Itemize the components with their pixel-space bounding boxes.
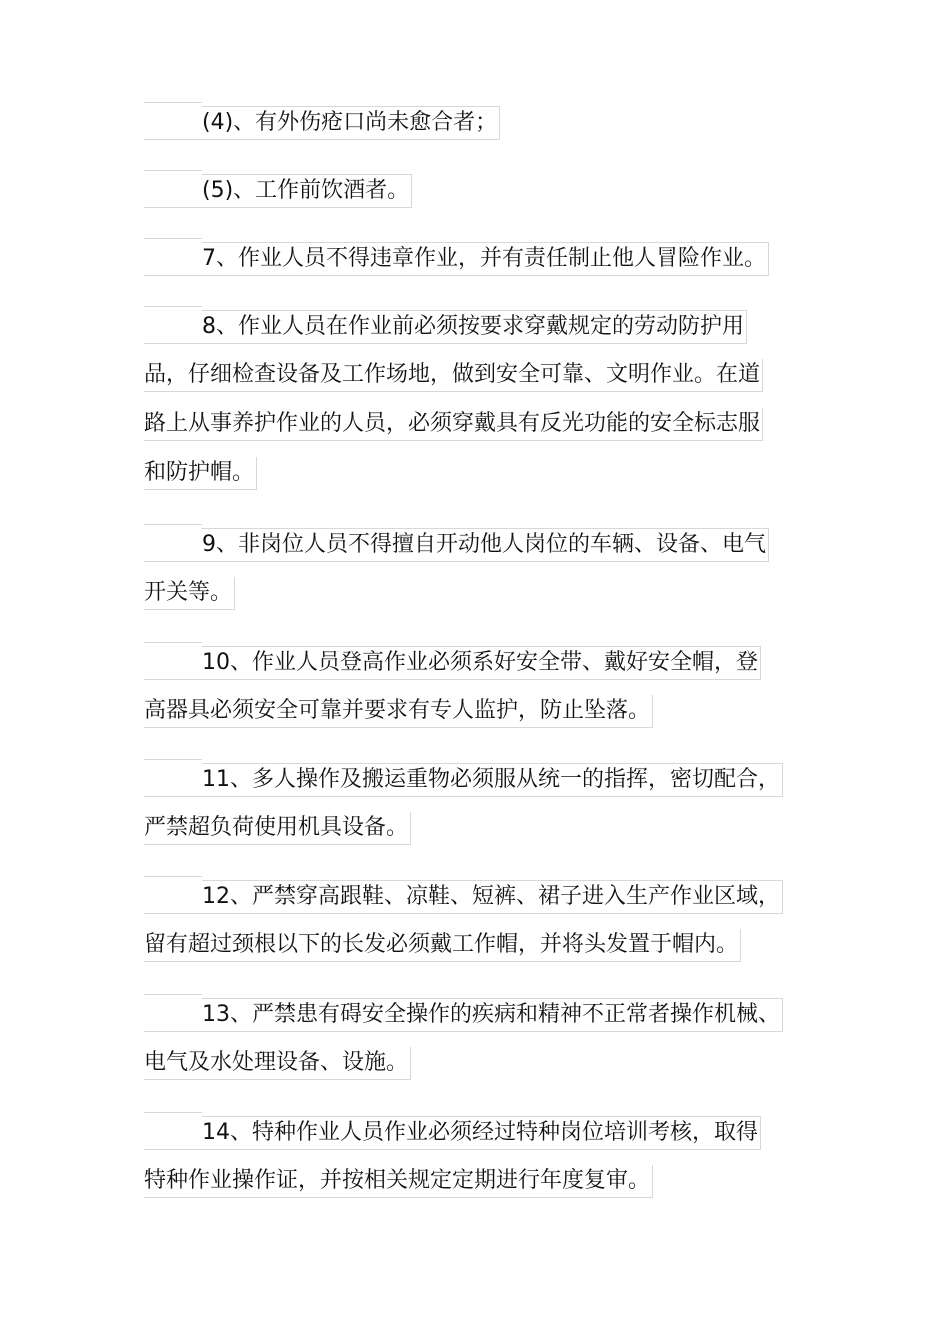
line-text: 7、作业人员不得违章作业，并有责任制止他人冒险作业。 (202, 242, 769, 276)
line-text: 留有超过颈根以下的长发必须戴工作帽，并将头发置于帽内。 (144, 929, 741, 962)
paragraph-item-10 (144, 642, 816, 740)
text-line (144, 759, 816, 808)
text-line (144, 453, 816, 502)
paragraph-item-9 (144, 524, 816, 622)
line-text: 10、作业人员登高作业必须系好安全带、戴好安全帽，登 (202, 646, 761, 680)
text-line (144, 876, 816, 925)
text-line (144, 925, 816, 974)
paragraph-item-4 (144, 102, 816, 151)
text-line (144, 102, 816, 151)
line-text: 路上从事养护作业的人员，必须穿戴具有反光功能的安全标志服 (144, 408, 763, 441)
text-line (144, 306, 816, 355)
paragraph-item-12 (144, 876, 816, 974)
line-text: 12、严禁穿高跟鞋、凉鞋、短裤、裙子进入生产作业区域， (202, 880, 783, 914)
line-text: 高器具必须安全可靠并要求有专人监护，防止坠落。 (144, 695, 653, 728)
text-line (144, 404, 816, 453)
line-text: 严禁超负荷使用机具设备。 (144, 812, 411, 845)
line-text: 9、非岗位人员不得擅自开动他人岗位的车辆、设备、电气 (202, 528, 769, 562)
paragraph-item-11 (144, 759, 816, 857)
paragraph-item-14 (144, 1112, 816, 1210)
text-line (144, 524, 816, 573)
text-line (144, 170, 816, 219)
line-text: (4)、有外伤疮口尚未愈合者； (202, 106, 500, 140)
line-text: 特种作业操作证，并按相关规定定期进行年度复审。 (144, 1165, 653, 1198)
text-line (144, 1161, 816, 1210)
line-text: 8、作业人员在作业前必须按要求穿戴规定的劳动防护用 (202, 310, 747, 344)
line-text: 电气及水处理设备、设施。 (144, 1047, 411, 1080)
line-text: 和防护帽。 (144, 457, 257, 490)
line-text: 14、特种作业人员作业必须经过特种岗位培训考核，取得 (202, 1116, 761, 1150)
text-line (144, 238, 816, 287)
line-text: (5)、工作前饮酒者。 (202, 174, 412, 208)
text-line (144, 994, 816, 1043)
paragraph-item-7 (144, 238, 816, 287)
text-line (144, 355, 816, 404)
paragraph-item-5 (144, 170, 816, 219)
text-line (144, 1112, 816, 1161)
line-text: 开关等。 (144, 577, 235, 610)
line-text: 品，仔细检查设备及工作场地，做到安全可靠、文明作业。在道 (144, 359, 763, 392)
text-line (144, 691, 816, 740)
paragraph-item-13 (144, 994, 816, 1092)
line-text: 13、严禁患有碍安全操作的疾病和精神不正常者操作机械、 (202, 998, 783, 1032)
text-line (144, 573, 816, 622)
text-line (144, 642, 816, 691)
text-line (144, 1043, 816, 1092)
line-text: 11、多人操作及搬运重物必须服从统一的指挥，密切配合， (202, 763, 783, 797)
text-line (144, 808, 816, 857)
paragraph-item-8 (144, 306, 816, 502)
